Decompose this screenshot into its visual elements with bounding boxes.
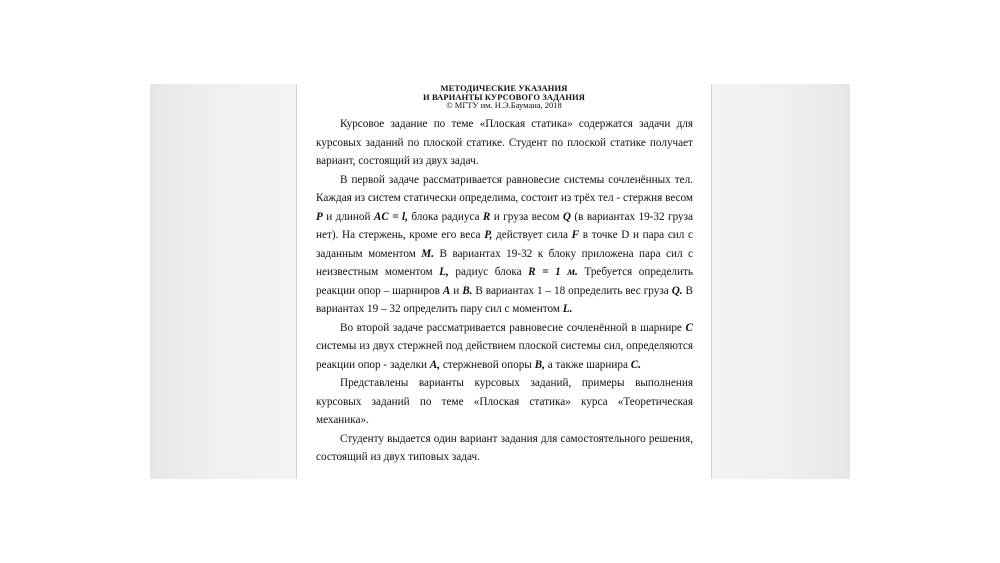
- var-Q: Q: [562, 210, 572, 223]
- var-B: B.: [462, 284, 473, 297]
- var-L2: L.: [562, 303, 573, 315]
- var-F: F: [571, 229, 580, 241]
- paragraph-5: Студенту выдается один вариант задания для самостоятельного решения, состоящий из двух типовых задач.: [316, 432, 693, 463]
- var-A: A: [442, 284, 451, 297]
- var-M: M.: [421, 247, 435, 260]
- var-R1: R = 1 м.: [528, 266, 578, 278]
- var-C: C: [685, 321, 693, 334]
- var-P: P: [316, 210, 323, 223]
- header-title-line2: И ВАРИАНТЫ КУРСОВОГО ЗАДАНИЯ: [423, 91, 585, 102]
- header-title-line1: МЕТОДИЧЕСКИЕ УКАЗАНИЯ: [440, 83, 568, 93]
- var-L: L,: [439, 266, 449, 278]
- var-AC: AC = l,: [373, 210, 408, 223]
- header-copyright: © МГТУ им. Н.Э.Баумана, 2018: [446, 100, 562, 110]
- document-page: [296, 84, 712, 479]
- paragraph-4: Представлены варианты курсовых заданий, примеры выполнения курсовых заданий по теме «Плоская статика» курса «Теоретическая механика».: [316, 377, 693, 426]
- paragraph-1: Курсовое задание по теме «Плоская статика» содержатся задачи для курсовых заданий по плоской статике. Студент по плоской статике получает вариант, состоящий из двух задач.: [316, 118, 693, 167]
- paragraph-2: В первой задаче рассматривается равновесие системы сочленённых тел. Каждая из систем статически определима, состоит из трёх тел - стержня весом P и длиной AC = l, блока радиуса R и груза весом Q (в вариантах 19-32 груза нет). На стержень, кроме его веса P, действует сила F в точке D и пара сил с заданным моментом M. В вариантах 19-32 к блоку приложена пара сил с неизвестным моментом L, радиус блока R = 1 м. Требуется определить реакции опор – шарниров A и B. В вариантах 1 – 18 определить вес груза Q. В вариантах 19 – 32 определить пару сил с моментом L.: [316, 173, 694, 315]
- var-B-p3: B,: [534, 358, 545, 371]
- var-Q2: Q.: [671, 284, 683, 297]
- paragraph-3: Во второй задаче рассматривается равновесие сочленённой в шарнире C системы из двух стержней под действием плоской системы сил, определяются реакции опор - заделки A, стержневой опоры B, а также шарнира C.: [316, 321, 693, 371]
- var-P2: P,: [484, 229, 493, 241]
- var-R: R: [482, 210, 491, 223]
- document-header: [297, 84, 711, 110]
- var-A-p3: A,: [429, 358, 441, 371]
- var-C2: C.: [630, 358, 641, 371]
- document-body: [316, 115, 693, 467]
